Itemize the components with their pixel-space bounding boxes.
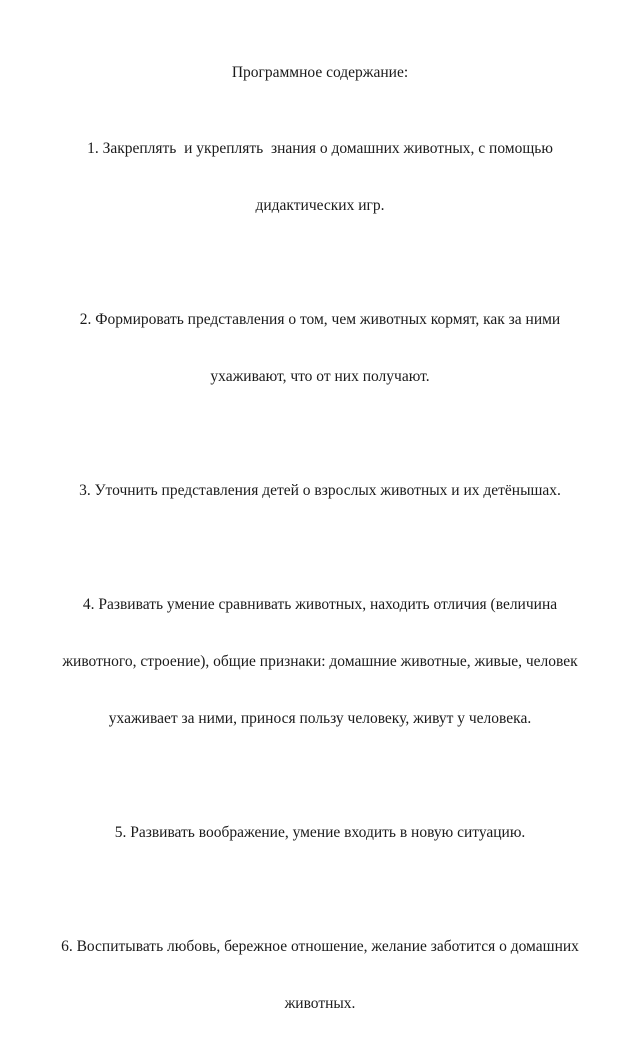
list-item-line: 5. Развивать воображение, умение входить в новую ситуацию. — [114, 824, 526, 841]
list-item-4 — [0, 557, 640, 766]
list-item-line: 3. Уточнить представления детей о взрослых животных и их детёнышах. — [79, 482, 561, 499]
list-item-line: 6. Воспитывать любовь, бережное отношение, желание заботится о домашних — [61, 938, 579, 955]
list-item-line: животных. — [284, 995, 356, 1012]
list-item-line: 1. Закреплять и укреплять знания о домашних животных, с помощью — [87, 140, 553, 157]
program-content-title: Программное содержание: — [231, 64, 409, 81]
list-item-line: животного, строение), общие признаки: домашние животные, живые, человек — [62, 653, 578, 670]
list-item-5 — [0, 785, 640, 880]
list-item-1 — [0, 101, 640, 253]
list-item-line: 2. Формировать представления о том, чем животных кормят, как за ними — [79, 311, 561, 328]
list-item-line: ухаживают, что от них получают. — [210, 368, 430, 385]
list-item-6 — [0, 899, 640, 1051]
list-item-line: 4. Развивать умение сравнивать животных, находить отличия (величина — [82, 596, 558, 613]
list-item-3 — [0, 443, 640, 538]
list-item-2 — [0, 272, 640, 424]
list-item-line: дидактических игр. — [255, 197, 385, 214]
list-item-line: ухаживает за ними, принося пользу человеку, живут у человека. — [108, 710, 532, 727]
